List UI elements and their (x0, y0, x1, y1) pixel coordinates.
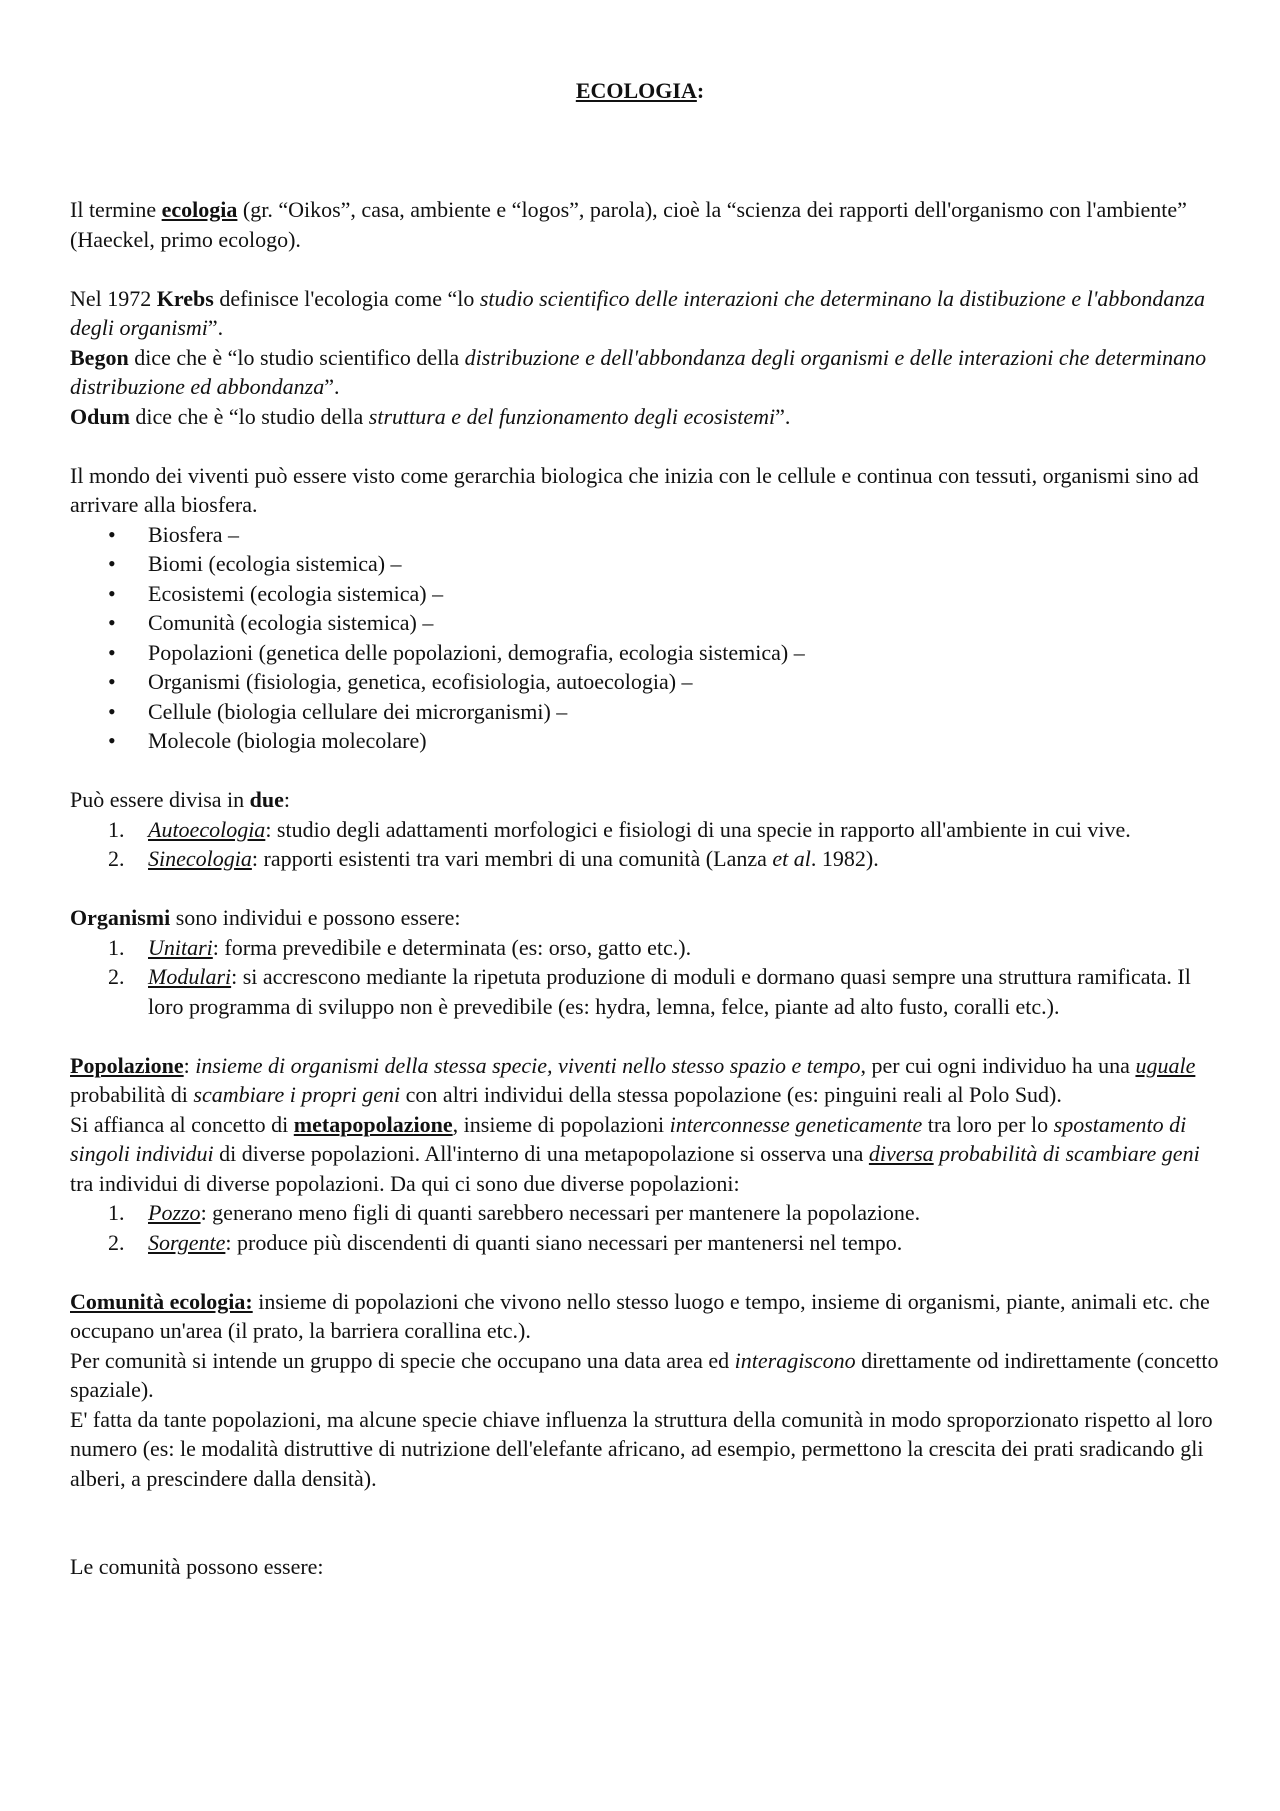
hierarchy-list (70, 520, 1220, 756)
comunita-definition: Per comunità si intende un gruppo di specie che occupano una data area ed interagiscono direttamente od indirettamente (concetto spaziale). (70, 1347, 1219, 1402)
organismi-intro: Organismi sono individui e possono essere: (70, 905, 461, 930)
list-item: • Organismi (fisiologia, genetica, ecofisiologia, autoecologia) – (70, 667, 1220, 697)
list-item: 2. Sorgente: produce più discendenti di quanti siano necessari per mantenersi nel tempo. (108, 1229, 903, 1255)
organismi-list (70, 933, 1220, 1022)
list-item: • Biosfera – (70, 520, 1220, 550)
list-item: 1. Unitari: forma prevedibile e determinata (es: orso, gatto etc.). (108, 934, 692, 960)
page-title: ECOLOGIA: (575, 78, 705, 103)
list-item: • Ecosistemi (ecologia sistemica) – (70, 579, 1220, 609)
division-intro: Può essere divisa in due: (70, 787, 291, 812)
list-item: • Biomi (ecologia sistemica) – (70, 549, 1220, 579)
list-item: • Popolazioni (genetica delle popolazioni, demografia, ecologia sistemica) – (70, 638, 1220, 668)
intro-paragraph: Il termine ecologia (gr. “Oikos”, casa, ambiente e “logos”, parola), cioè la “scienza dei rapporti dell'organismo con l'ambiente” (Haeckel, primo ecologo). (70, 197, 1187, 252)
list-item: 2. Modulari: si accrescono mediante la ripetuta produzione di moduli e dormano quasi sempre una struttura ramificata. Il loro programma di sviluppo non è prevedibile (es: hydra, lemna, felce, piante ad alto fusto, coralli etc.). (108, 964, 1191, 1019)
odum-paragraph: Odum dice che è “lo studio della struttura e del funzionamento degli ecosistemi”. (70, 403, 791, 429)
list-item: • Comunità (ecologia sistemica) – (70, 608, 1220, 638)
list-item: 1. Autoecologia: studio degli adattamenti morfologici e fisiologi di una specie in rapporto all'ambiente in cui vive. (108, 816, 1131, 842)
list-item: • Cellule (biologia cellulare dei microrganismi) – (70, 697, 1220, 727)
list-item: 2. Sinecologia: rapporti esistenti tra vari membri di una comunità (Lanza et al. 1982). (108, 846, 879, 871)
list-item: • Molecole (biologia molecolare) (70, 726, 1220, 756)
comunita-keystone: E' fatta da tante popolazioni, ma alcune specie chiave influenza la struttura della comunità in modo sproporzionato rispetto al loro numero (es: le modalità distruttive di nutrizione dell'elefante africano, ad esempio, permettono la crescita dei prati sradicando gli alberi, a prescindere dalla densità). (70, 1406, 1213, 1491)
division-list (70, 815, 1220, 874)
comunita-types-intro: Le comunità possono essere: (70, 1554, 324, 1579)
krebs-paragraph: Nel 1972 Krebs definisce l'ecologia come “lo studio scientifico delle interazioni che determinano la distibuzione e l'abbondanza degli organismi”. (70, 285, 1205, 340)
popolazione-paragraph: Popolazione: insieme di organismi della stessa specie, viventi nello stesso spazio e tempo, per cui ogni individuo ha una uguale probabilità di scambiare i propri geni con altri individui della stessa popolazione (es: pinguini reali al Polo Sud). (70, 1052, 1196, 1107)
list-item: 1. Pozzo: generano meno figli di quanti sarebbero necessari per mantenere la popolazione. (108, 1200, 921, 1225)
popolazione-list (70, 1198, 1220, 1257)
metapopolazione-paragraph: Si affianca al concetto di metapopolazione, insieme di popolazioni interconnesse geneticamente tra loro per lo spostamento di singoli individui di diverse popolazioni. All'interno di una metapopolazione si osserva una diversa probabilità di scambiare geni tra individui di diverse popolazioni. Da qui ci sono due diverse popolazioni: (70, 1111, 1200, 1196)
document-body (70, 195, 1220, 1582)
hierarchy-paragraph: Il mondo dei viventi può essere visto come gerarchia biologica che inizia con le cellule e continua con tessuti, organismi sino ad arrivare alla biosfera. (70, 462, 1199, 517)
begon-paragraph: Begon dice che è “lo studio scientifico della distribuzione e dell'abbondanza degli organismi e delle interazioni che determinano distribuzione ed abbondanza”. (70, 344, 1207, 399)
comunita-paragraph: Comunità ecologia: insieme di popolazioni che vivono nello stesso luogo e tempo, insieme di organismi, piante, animali etc. che occupano un'area (il prato, la barriera corallina etc.). (70, 1288, 1210, 1343)
